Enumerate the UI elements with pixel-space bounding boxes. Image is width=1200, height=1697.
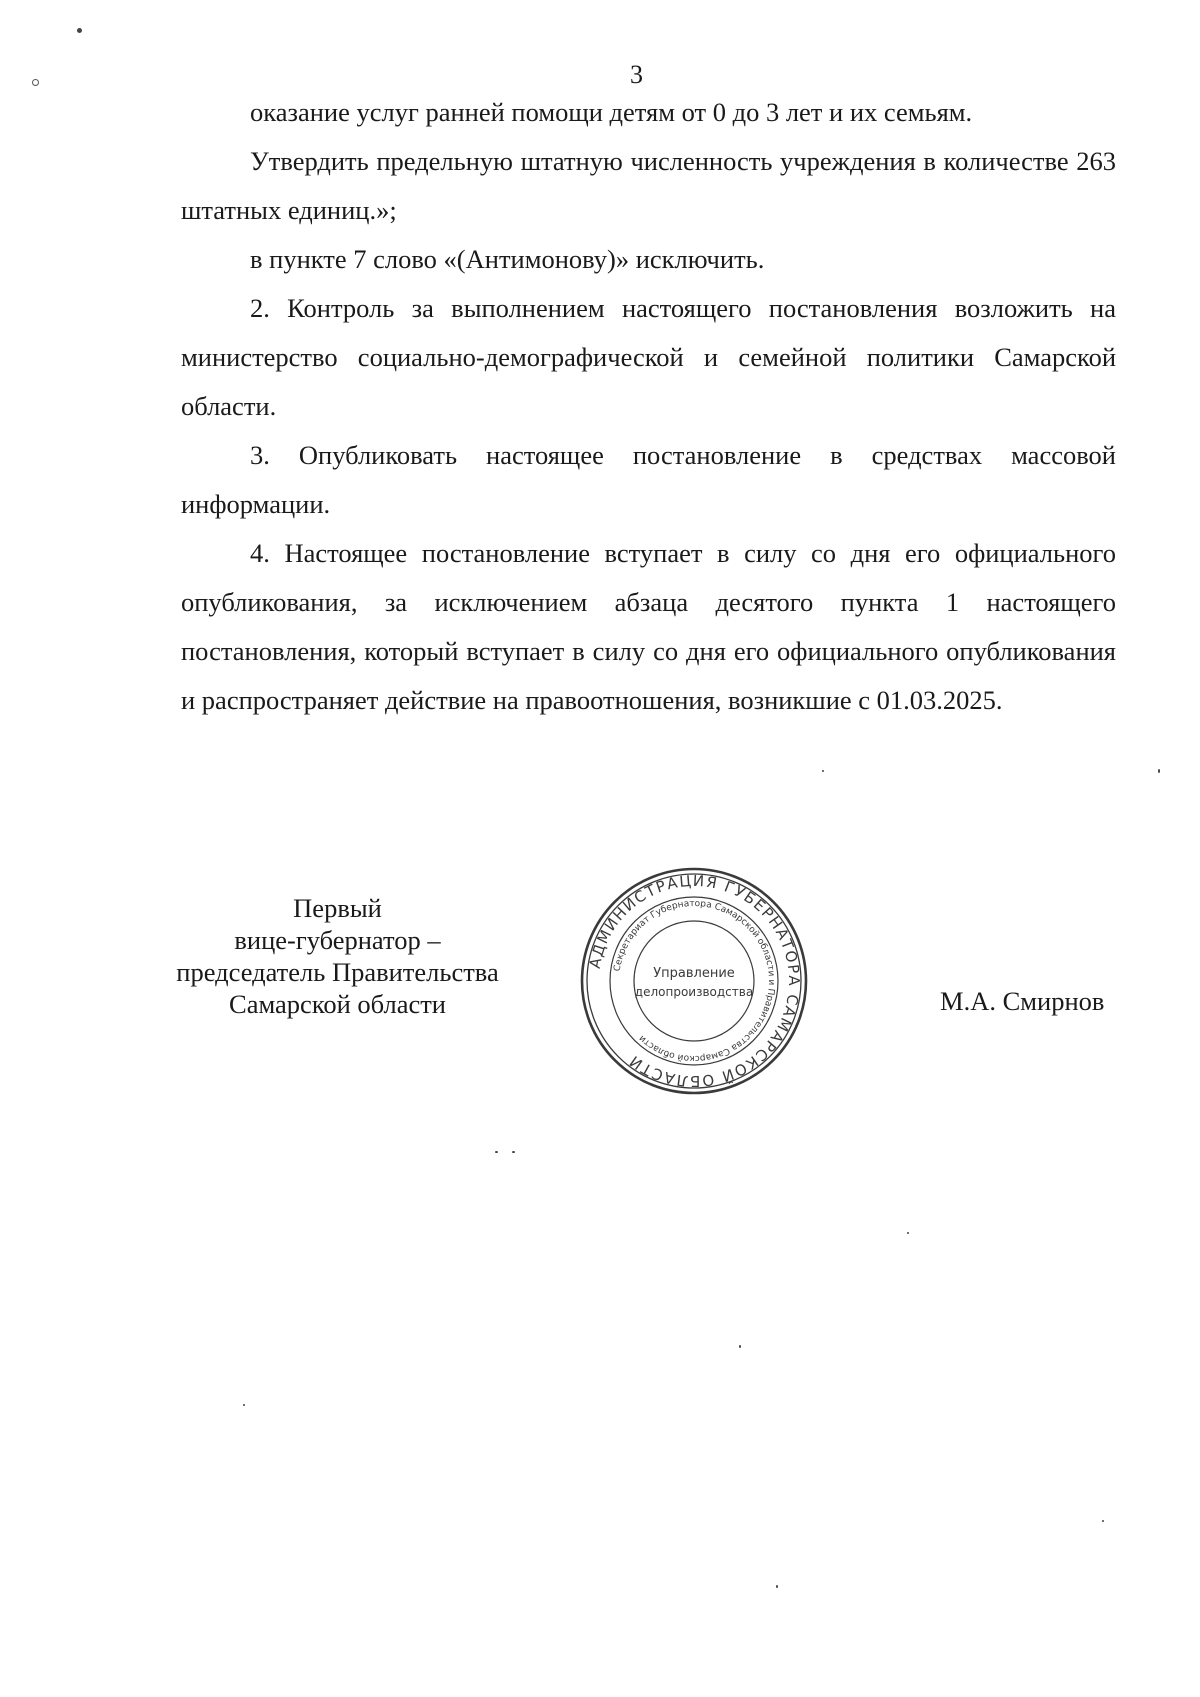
seal-outer-text: АДМИНИСТРАЦИЯ ГУБЕРНАТОРА САМАРСКОЙ ОБЛАСТИ (585, 871, 804, 1091)
scan-speck (495, 1151, 498, 1153)
scan-speck (1102, 1520, 1104, 1522)
scan-speck (822, 770, 824, 772)
seal-center-line-2: делопроизводства (634, 985, 754, 999)
signatory-line: вице-губернатор – (234, 925, 441, 955)
signer-name: М.А. Смирнов (940, 986, 1105, 1016)
paragraph-6: 4. Настоящее постановление вступает в силу со дня его официального опубликования, за исключением абзаца десятого пункта 1 настоящего постановления, который вступает в силу со дня его официального опубликования и распространяет действие на правоотношения, возникшие с 01.03.2025. (181, 538, 1116, 715)
scan-speck (77, 28, 82, 33)
seal-graphic (578, 865, 810, 1097)
scan-speck (907, 1232, 909, 1234)
signatory-line: Первый (293, 893, 382, 923)
scan-speck (776, 1585, 778, 1588)
scan-speck (32, 79, 39, 86)
signatory-line: председатель Правительства (176, 957, 499, 987)
seal-inner-text: Секретариат Губернатора Самарской области и Правительства Самарской области (612, 898, 777, 1064)
paragraph-4: 2. Контроль за выполнением настоящего постановления возложить на министерство социально-демографической и семейной политики Самарской области. (181, 293, 1116, 421)
paragraph-1: оказание услуг ранней помощи детям от 0 до 3 лет и их семьям. (250, 97, 973, 127)
official-seal (578, 865, 810, 1097)
paragraph-2: Утвердить предельную штатную численность учреждения в количестве 263 штатных единиц.»; (181, 146, 1116, 225)
paragraph-5: 3. Опубликовать настоящее постановление в средствах массовой информации. (181, 440, 1116, 519)
document-body (181, 88, 1116, 725)
page-number: 3 (630, 60, 643, 89)
signatory-line: Самарской области (229, 989, 446, 1019)
paragraph-3: в пункте 7 слово «(Антимонову)» исключить. (250, 244, 765, 274)
scan-speck (512, 1151, 515, 1153)
scan-speck (1158, 769, 1160, 773)
signatory-title (150, 892, 525, 1020)
scan-speck (739, 1345, 741, 1348)
seal-center-line-1: Управление (653, 966, 735, 981)
scan-speck (243, 1404, 245, 1406)
